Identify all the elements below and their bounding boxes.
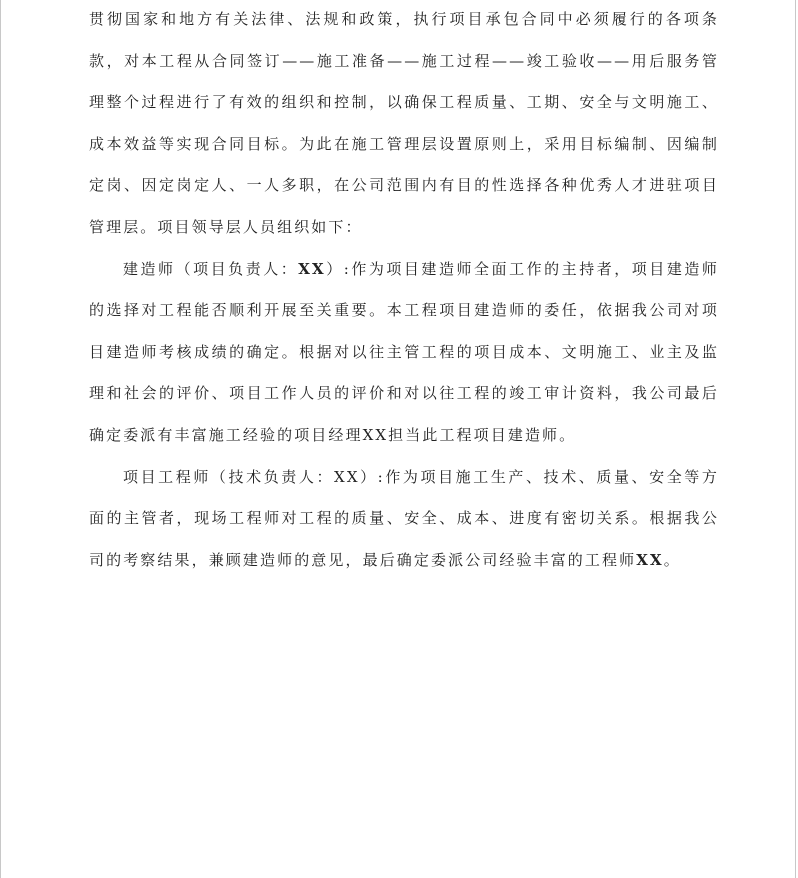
engineer-end: 。 — [663, 550, 681, 569]
engineer-name: XX — [636, 550, 664, 569]
document-body — [89, 0, 719, 581]
constructor-name: XX — [298, 259, 326, 278]
paragraph-project-engineer — [89, 457, 719, 582]
engineer-description: 项目工程师（技术负责人：XX）:作为项目施工生产、技术、质量、安全等方面的主管者，现场工程师对工程的质量、安全、成本、进度有密切关系。根据我公司的考察结果，兼顾建造师的意见，最后确定委派公司经验丰富的工程师 — [89, 467, 719, 569]
constructor-lead: 建造师（项目负责人： — [123, 259, 299, 278]
paragraph-1-text: 贯彻国家和地方有关法律、法规和政策，执行项目承包合同中必须履行的各项条款，对本工程从合同签订——施工准备——施工过程——竣工验收——用后服务管理整个过程进行了有效的组织和控制，以确保工程质量、工期、安全与文明施工、成本效益等实现合同目标。为此在施工管理层设置原则上，采用目标编制、因编制定岗、因定岗定人、一人多职，在公司范围内有目的性选择各种优秀人才进驻项目管理层。项目领导层人员组织如下： — [89, 10, 719, 236]
paragraph-management-principles — [89, 0, 719, 249]
constructor-description: ）:作为项目建造师全面工作的主持者，项目建造师的选择对工程能否顺利开展至关重要。本工程项目建造师的委任，依据我公司对项目建造师考核成绩的确定。根据对以往主管工程的项目成本、文明施工、业主及监理和社会的评价、项目工作人员的评价和对以往工程的竣工审计资料，我公司最后确定委派有丰富施工经验的项目经理XX担当此工程项目建造师。 — [89, 259, 719, 444]
paragraph-constructor — [89, 249, 719, 457]
